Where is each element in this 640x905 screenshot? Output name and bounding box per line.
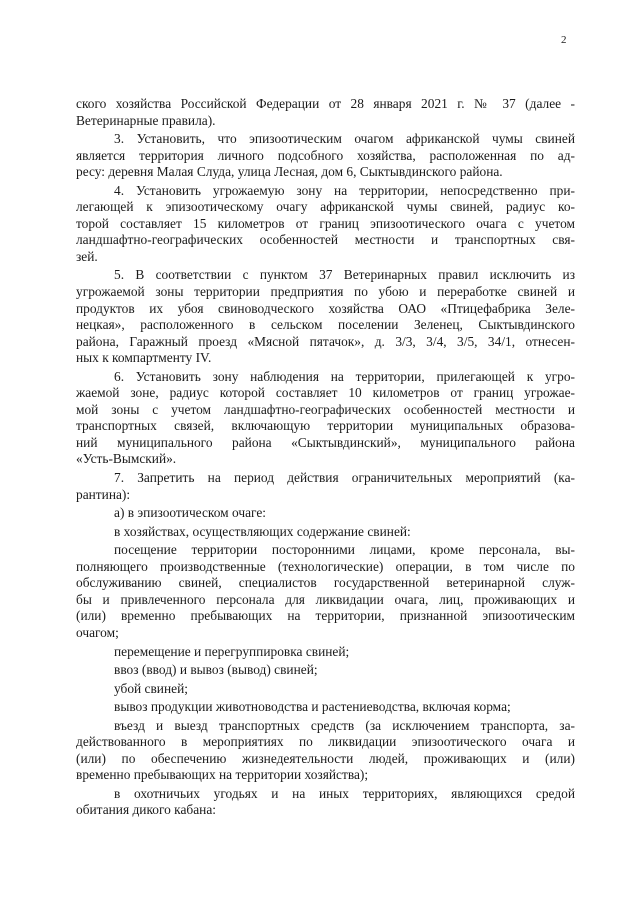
paragraph-line: нецкая», расположенного в сельском поселении Зеленец, Сыктывдинского [76, 317, 575, 333]
paragraph-line: 3. Установить, что эпизоотическим очагом африканской чумы свиней [114, 131, 575, 147]
paragraph-line: рантина): [76, 486, 131, 502]
paragraph-line: действованного в мероприятиях по ликвидации эпизоотического очага и [76, 734, 575, 750]
paragraph-line: торой составляет 15 километров от границ эпизоотического очага с учетом [76, 215, 575, 231]
paragraph-line: 5. В соответствии с пунктом 37 Ветеринарных правил исключить из [114, 267, 575, 283]
paragraph-line: района, Гаражный проезд «Мясной пятачок», д. 3/3, 3/4, 3/5, 34/1, отнесен- [76, 333, 575, 349]
paragraph-line: жаемой зоне, радиус которой составляет 10 километров от границ угрожае- [76, 385, 575, 401]
paragraph-line: 7. Запретить на период действия ограничительных мероприятий (ка- [114, 470, 575, 486]
paragraph-line: въезд и выезд транспортных средств (за исключением транспорта, за- [114, 717, 575, 733]
paragraph-line: а) в эпизоотическом очаге: [114, 505, 266, 521]
paragraph-line: транспортных связей, включающую территории муниципальных образова- [76, 418, 575, 434]
paragraph-line: ний муниципального района «Сыктывдинский», муниципального района [76, 434, 575, 450]
paragraph-line: очагом; [76, 624, 119, 640]
paragraph-line: бы и привлеченного персонала для ликвидации очага, лиц, проживающих и [76, 591, 575, 607]
paragraph-line: ландшафтно-географических особенностей местности и транспортных свя- [76, 232, 575, 248]
paragraph-line: 4. Установить угрожаемую зону на территории, непосредственно при- [114, 182, 575, 198]
page-number: 2 [561, 34, 567, 46]
paragraph-line: продуктов их убоя свиноводческого хозяйства ОАО «Птицефабрика Зеле- [76, 300, 575, 316]
paragraph-line: ресу: деревня Малая Слуда, улица Лесная, дом 6, Сыктывдинского района. [76, 164, 503, 180]
paragraph-line: угрожаемой зоны территории предприятия по убою и переработке свиней и [76, 284, 575, 300]
paragraph-line: мой зоны с учетом ландшафтно-географических особенностей местности и [76, 401, 575, 417]
paragraph-line: 6. Установить зону наблюдения на территории, прилегающей к угро- [114, 368, 575, 384]
paragraph-line: в охотничьих угодьях и на иных территориях, являющихся средой [114, 785, 575, 801]
paragraph-line: ского хозяйства Российской Федерации от 28 января 2021 г. № 37 (далее - [76, 96, 575, 111]
paragraph-line: обслуживанию свиней, специалистов государственной ветеринарной служ- [76, 575, 575, 591]
paragraph-line: является территория личного подсобного хозяйства, расположенная по ад- [76, 147, 575, 163]
paragraph-line: (или) по обеспечению жизнедеятельности людей, проживающих и (или) [76, 750, 575, 766]
paragraph-line: (или) временно пребывающих на территории, признанной эпизоотическим [76, 608, 575, 624]
paragraph-line: «Усть-Вымский». [76, 451, 177, 467]
paragraph-line: Ветеринарные правила). [76, 112, 216, 128]
document-body [76, 96, 575, 819]
paragraph-line: ввоз (ввод) и вывоз (вывод) свиней; [114, 662, 318, 678]
paragraph-line: легающей к эпизоотическому очагу африканской чумы свиней, радиус ко- [76, 199, 575, 215]
paragraph-line: вывоз продукции животноводства и растениеводства, включая корма; [114, 699, 511, 715]
paragraph-line: временно пребывающих на территории хозяйства); [76, 767, 369, 783]
paragraph-line: убой свиней; [114, 680, 188, 696]
paragraph-line: полняющего производственные (технологические) операции, в том числе по [76, 558, 575, 574]
paragraph-line: в хозяйствах, осуществляющих содержание свиней: [114, 523, 411, 539]
paragraph-line: обитания дикого кабана: [76, 802, 217, 818]
paragraph-line: посещение территории посторонними лицами, кроме персонала, вы- [114, 542, 575, 558]
paragraph-line: перемещение и перегруппировка свиней; [114, 643, 350, 659]
paragraph-line: зей. [76, 248, 98, 264]
paragraph-line: ных к компартменту IV. [76, 350, 212, 366]
